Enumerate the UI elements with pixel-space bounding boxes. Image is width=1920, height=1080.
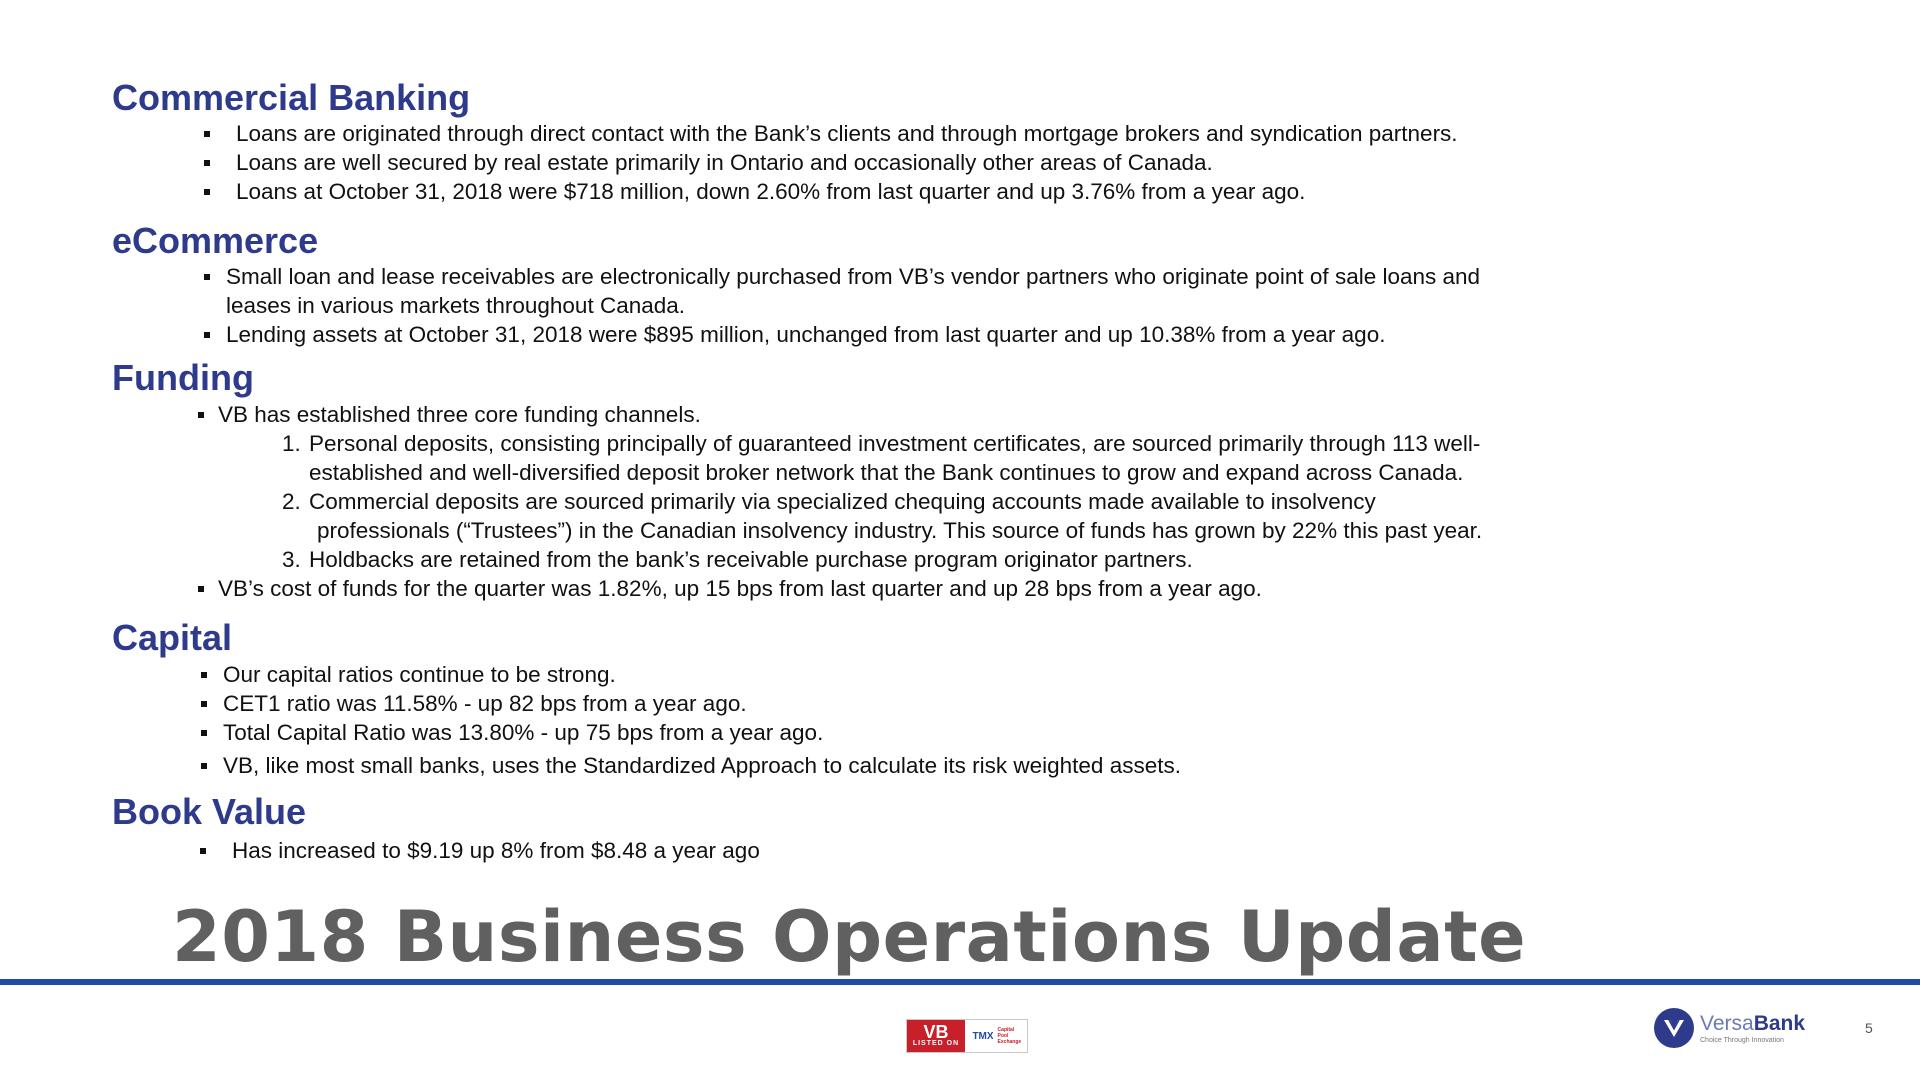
vb-badge-mark: [907, 1020, 965, 1052]
item-line-2: professionals (“Trustees”) in the Canadian insolvency industry. This source of funds has grown by 22% this past year.: [317, 518, 1483, 543]
badge-listed-text: LISTED ON: [912, 1039, 960, 1047]
badge-vb-text: VB: [923, 1021, 949, 1042]
capital-heading: Capital: [112, 617, 233, 658]
list-item: CET1 ratio was 11.58% - up 82 bps from a year ago.: [197, 689, 1181, 718]
page-number: 5: [1865, 1020, 1873, 1036]
item-line-1: Personal deposits, consisting principally of guaranteed investment certificates, are sourced primarily through 113 well-: [309, 431, 1481, 456]
capital-list: [197, 660, 1181, 780]
logo-versa: Versa: [1700, 1011, 1754, 1035]
list-item: Loans are well secured by real estate primarily in Ontario and occasionally other areas of Canada.: [200, 148, 1458, 177]
item-number: 1.: [282, 431, 301, 456]
logo-tagline: Choice Through Innovation: [1700, 1036, 1784, 1044]
list-item: Has increased to $9.19 up 8% from $8.48 a year ago: [196, 836, 760, 865]
tsx-listing-badge: [906, 1019, 1028, 1053]
ecommerce-heading: eCommerce: [112, 220, 319, 261]
ecommerce-bullet-line-1: Small loan and lease receivables are electronically purchased from VB’s vendor partners who originate point of sale loans and: [226, 264, 1481, 289]
funding-channels-list: [282, 429, 1482, 574]
book-value-heading: Book Value: [112, 791, 307, 832]
list-item: [200, 262, 1480, 320]
versabank-shield-icon: [1654, 1008, 1694, 1048]
funding-heading: Funding: [112, 357, 254, 398]
badge-tmx-text: TMX: [972, 1030, 994, 1042]
list-item: VB has established three core funding channels.: [194, 400, 701, 429]
funding-cost-list: [194, 574, 1262, 603]
item-number: 3.: [282, 547, 301, 572]
list-item: [282, 429, 1482, 487]
list-item: Lending assets at October 31, 2018 were $895 million, unchanged from last quarter and up 10.38% from a year ago.: [200, 320, 1480, 349]
list-item: Loans at October 31, 2018 were $718 million, down 2.60% from last quarter and up 3.76% from a year ago.: [200, 177, 1458, 206]
item-line-2: established and well-diversified deposit broker network that the Bank continues to grow and expand across Canada.: [309, 460, 1464, 485]
versabank-logo: [1654, 1008, 1805, 1048]
list-item: Loans are originated through direct contact with the Bank’s clients and through mortgage brokers and syndication partners.: [200, 119, 1458, 148]
ecommerce-bullet-line-2: leases in various markets throughout Canada.: [226, 293, 686, 318]
list-item: Total Capital Ratio was 13.80% - up 75 bps from a year ago.: [197, 718, 1181, 747]
item-line-1: Holdbacks are retained from the bank’s receivable purchase program originator partners.: [309, 547, 1193, 572]
commercial-banking-heading: Commercial Banking: [112, 77, 471, 118]
list-item: [282, 487, 1482, 545]
badge-tmx-subtext: Capital Pool Exchange: [997, 1027, 1022, 1045]
ecommerce-list: [200, 262, 1480, 349]
funding-intro-list: [194, 400, 701, 429]
commercial-banking-list: [200, 119, 1458, 206]
title-rule: [0, 979, 1920, 985]
list-item: VB, like most small banks, uses the Standardized Approach to calculate its risk weighted assets.: [197, 751, 1181, 780]
item-number: 2.: [282, 489, 301, 514]
list-item: VB’s cost of funds for the quarter was 1.82%, up 15 bps from last quarter and up 28 bps from a year ago.: [194, 574, 1262, 603]
list-item: [282, 545, 1482, 574]
item-line-1: Commercial deposits are sourced primarily via specialized chequing accounts made available to insolvency: [309, 489, 1376, 514]
slide-title: 2018 Business Operations Update: [172, 896, 1527, 978]
tmx-logo: [965, 1020, 1027, 1052]
list-item: Our capital ratios continue to be strong.: [197, 660, 1181, 689]
book-value-list: [196, 836, 760, 865]
logo-bank: Bank: [1753, 1011, 1806, 1035]
